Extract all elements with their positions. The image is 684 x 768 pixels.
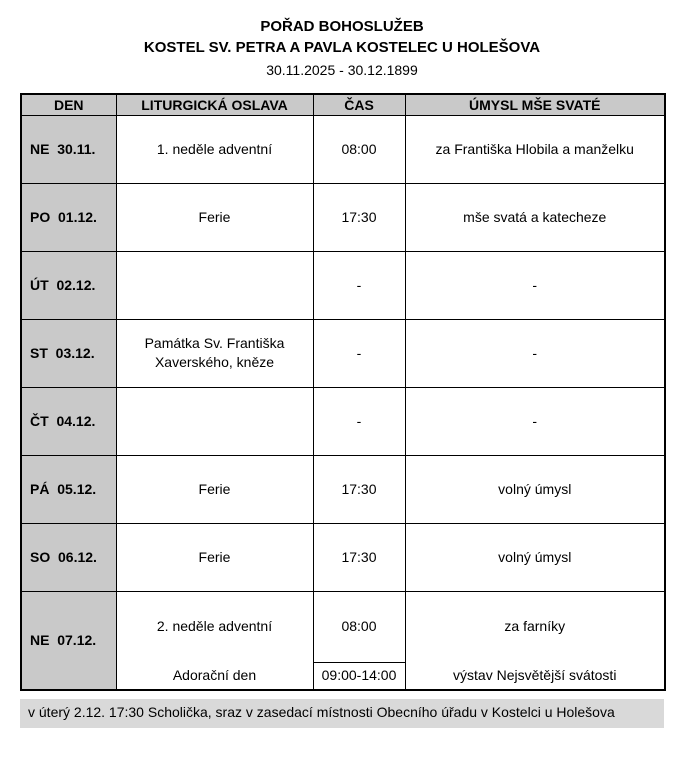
cell-den: PO 01.12. [21,183,116,251]
cell-intention: - [405,387,665,455]
cell-liturgy: 1. neděle adventní [116,115,313,183]
document-title: POŘAD BOHOSLUŽEB [260,18,424,35]
column-header-den: DEN [21,94,116,115]
cell-den: ČT 04.12. [21,387,116,455]
cell-liturgy [116,387,313,455]
table-header-row [21,94,665,115]
footer-note: v úterý 2.12. 17:30 Scholička, sraz v zasedací místnosti Obecního úřadu v Kostelci u Holešova [20,699,664,728]
cell-intention [405,591,665,690]
cell-den: NE 30.11. [21,115,116,183]
cell-intention: za Františka Hlobila a manželku [405,115,665,183]
table-row [21,591,665,690]
cell-liturgy: Ferie [116,183,313,251]
cell-liturgy [116,591,313,690]
table-row [21,183,665,251]
cell-liturgy: Ferie [116,455,313,523]
cell-intention: - [405,319,665,387]
cell-time: 17:30 [313,183,405,251]
cell-den: ÚT 02.12. [21,251,116,319]
table-row [21,115,665,183]
cell-intention: volný úmysl [405,523,665,591]
cell-intention: mše svatá a katecheze [405,183,665,251]
cell-den: SO 06.12. [21,523,116,591]
cell-time: 08:00 [313,115,405,183]
table-row [21,523,665,591]
table-row [21,251,665,319]
table-row [21,319,665,387]
cell-den: PÁ 05.12. [21,455,116,523]
cell-time-line1: 08:00 [341,618,377,634]
cell-time: 17:30 [313,523,405,591]
cell-intention-line1: za farníky [504,618,566,634]
document-header [0,0,684,80]
cell-den: NE 07.12. [21,591,116,690]
cell-intention: - [405,251,665,319]
cell-liturgy-line2: Adorační den [172,666,257,683]
cell-time [313,591,405,690]
cell-time: - [313,387,405,455]
table-row [21,455,665,523]
cell-time-line2: 09:00-14:00 [314,662,405,689]
column-header-intention: ÚMYSL MŠE SVATÉ [405,94,665,115]
cell-intention-line2: výstav Nejsvětější svátosti [453,666,617,683]
cell-time: - [313,319,405,387]
date-range: 30.11.2025 - 30.12.1899 [266,62,418,78]
table-row [21,387,665,455]
cell-intention: volný úmysl [405,455,665,523]
cell-liturgy: Památka Sv. Františka Xaverského, kněze [116,319,313,387]
column-header-time: ČAS [313,94,405,115]
document-subtitle: KOSTEL SV. PETRA A PAVLA KOSTELEC U HOLEŠOVA [143,39,541,56]
cell-den: ST 03.12. [21,319,116,387]
cell-time: 17:30 [313,455,405,523]
schedule-table [20,93,666,691]
cell-liturgy-line1: 2. neděle adventní [156,618,273,634]
column-header-liturgy: LITURGICKÁ OSLAVA [116,94,313,115]
cell-time: - [313,251,405,319]
cell-liturgy: Ferie [116,523,313,591]
cell-liturgy [116,251,313,319]
